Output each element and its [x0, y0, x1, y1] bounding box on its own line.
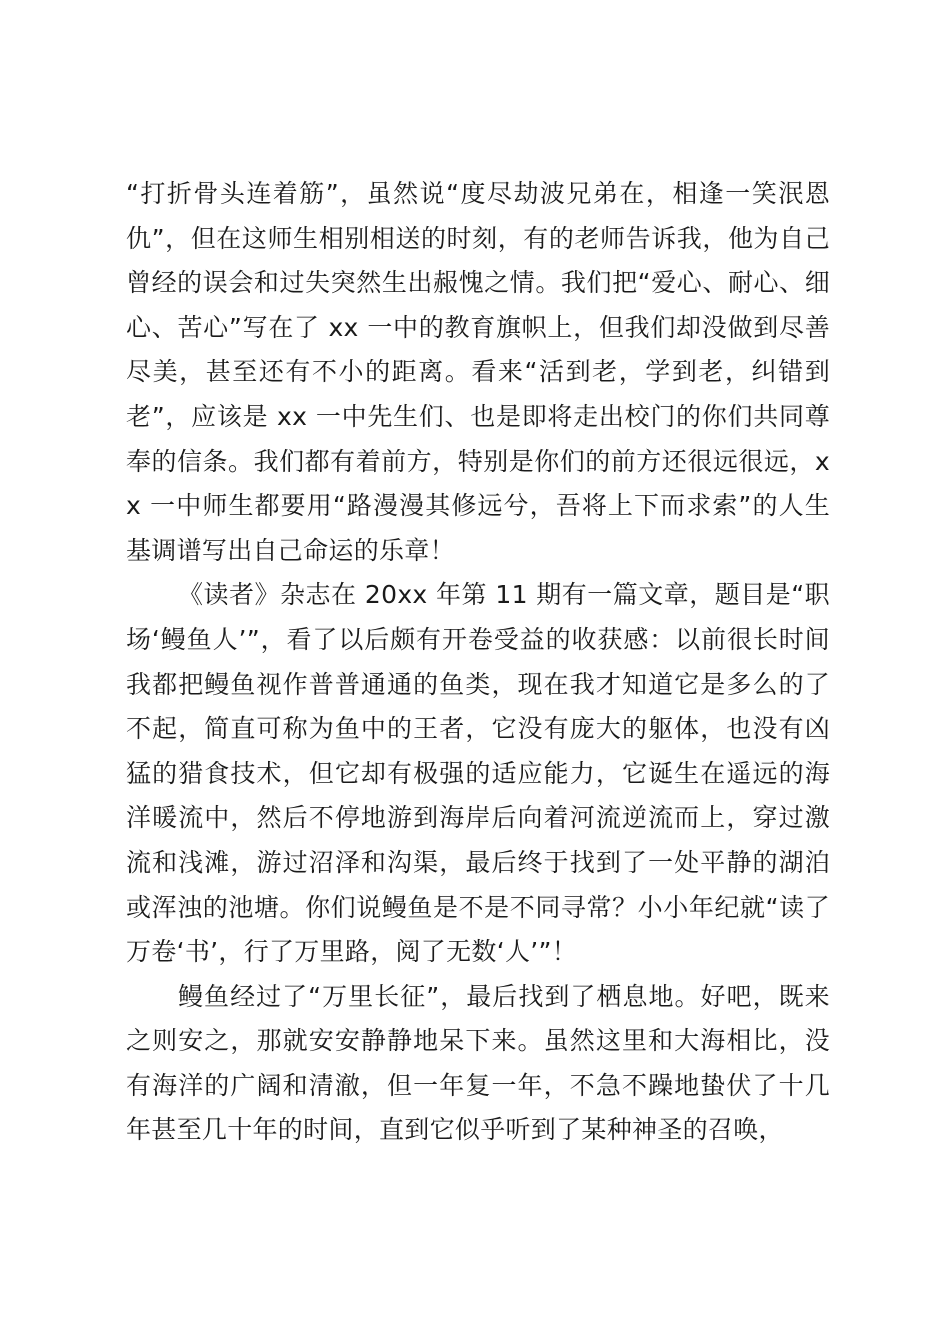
document-body	[126, 172, 830, 1153]
paragraph-2: 《读者》杂志在 20xx 年第 11 期有一篇文章，题目是“职场‘鳗鱼人’”，看了以后颇有开卷受益的收获感：以前很长时间我都把鳗鱼视作普普通通的鱼类，现在我才知道它是多么的了不起，简直可称为鱼中的王者，它没有庞大的躯体，也没有凶猛的猎食技术，但它却有极强的适应能力，它诞生在遥远的海洋暖流中，然后不停地游到海岸后向着河流逆流而上，穿过激流和浅滩，游过沼泽和沟渠，最后终于找到了一处平静的湖泊或浑浊的池塘。你们说鳗鱼是不是不同寻常？小小年纪就“读了万卷‘书’，行了万里路，阅了无数‘人’”！	[126, 580, 830, 967]
paragraph-1: “打折骨头连着筋”，虽然说“度尽劫波兄弟在，相逢一笑泯恩仇”，但在这师生相别相送的时刻，有的老师告诉我，他为自己曾经的误会和过失突然生出赧愧之情。我们把“爱心、耐心、细心、苦心”写在了 xx 一中的教育旗帜上，但我们却没做到尽善尽美，甚至还有不小的距离。看来“活到老，学到老，纠错到老”，应该是 xx 一中先生们、也是即将走出校门的你们共同尊奉的信条。我们都有着前方，特别是你们的前方还很远很远，xx 一中师生都要用“路漫漫其修远兮，吾将上下而求索”的人生基调谱写出自己命运的乐章！	[126, 179, 830, 565]
paragraph-3: 鳗鱼经过了“万里长征”，最后找到了栖息地。好吧，既来之则安之，那就安安静静地呆下来。虽然这里和大海相比，没有海洋的广阔和清澈，但一年复一年，不急不躁地蛰伏了十几年甚至几十年的时间，直到它似乎听到了某种神圣的召唤，	[126, 981, 830, 1145]
